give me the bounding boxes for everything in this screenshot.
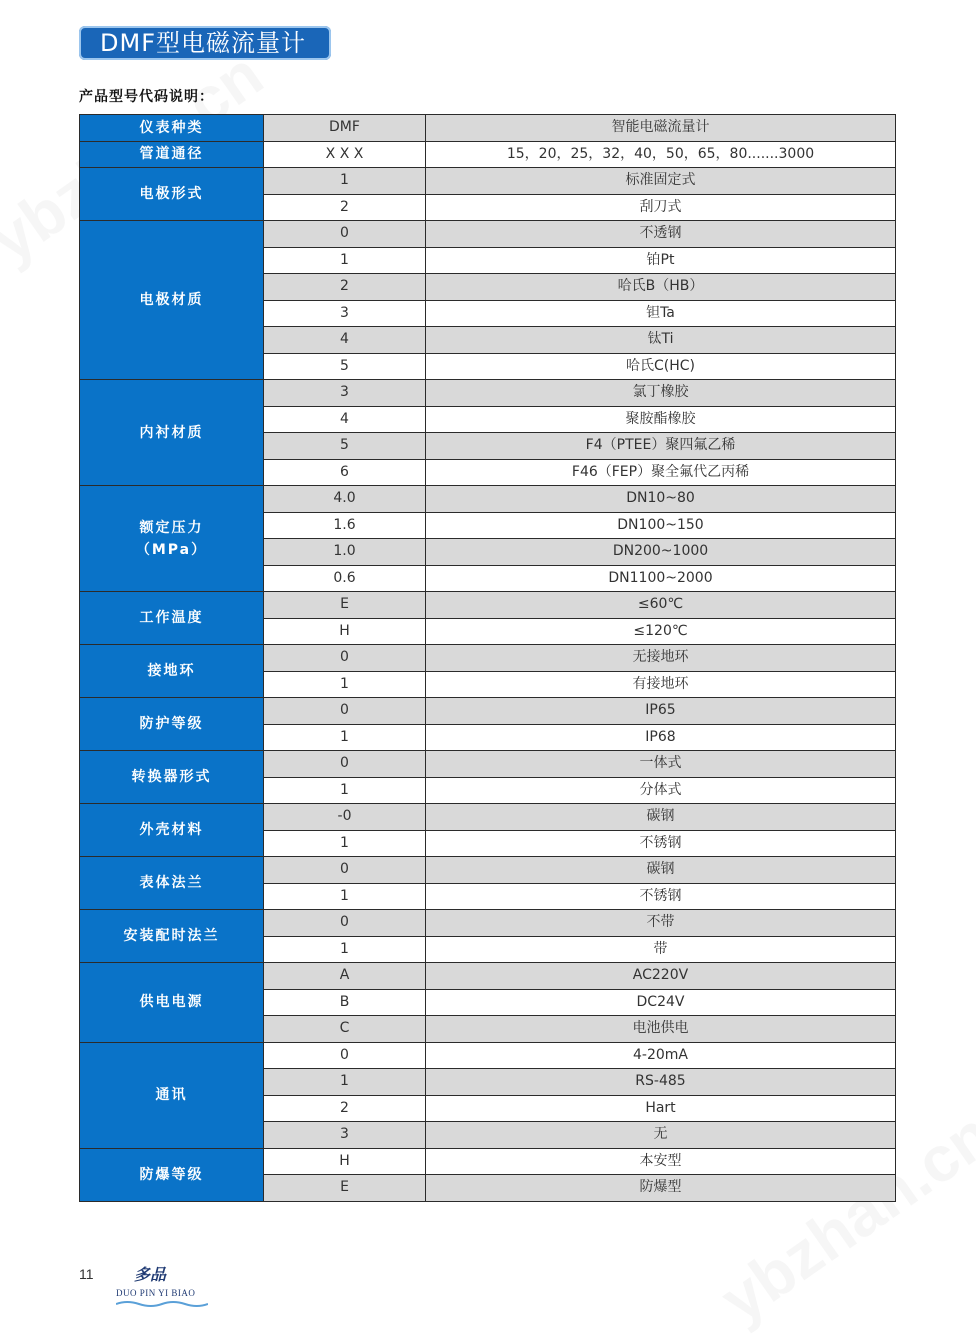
category-label: 电极材质 xyxy=(139,292,204,308)
page-number: 11 xyxy=(79,1266,94,1282)
description-cell: 不锈钢 xyxy=(426,883,896,910)
table-row xyxy=(80,804,896,831)
category-label: 表体法兰 xyxy=(139,875,204,891)
description-cell: 碳钢 xyxy=(426,804,896,831)
description-cell: DC24V xyxy=(426,989,896,1016)
table-row xyxy=(80,963,896,990)
code-cell: 0 xyxy=(264,698,426,725)
code-cell: 4.0 xyxy=(264,486,426,513)
code-cell: 3 xyxy=(264,300,426,327)
category-label: 仪表种类 xyxy=(139,119,204,136)
description-cell: 不透钢 xyxy=(426,221,896,248)
logo-mark: 多品 xyxy=(134,1265,167,1284)
description-cell: F46（FEP）聚全氟代乙丙稀 xyxy=(426,459,896,486)
description-cell: 无接地环 xyxy=(426,645,896,672)
description-cell: ≤60℃ xyxy=(426,592,896,619)
code-cell: 1 xyxy=(264,936,426,963)
description-cell: IP68 xyxy=(426,724,896,751)
description-cell: 本安型 xyxy=(426,1148,896,1175)
code-cell: 6 xyxy=(264,459,426,486)
code-cell: 5 xyxy=(264,353,426,380)
description-cell: 有接地环 xyxy=(426,671,896,698)
category-cell xyxy=(80,804,264,857)
category-cell xyxy=(80,115,264,142)
description-cell: DN1100~2000 xyxy=(426,565,896,592)
description-cell: 刮刀式 xyxy=(426,194,896,221)
table-row xyxy=(80,168,896,195)
code-cell: 3 xyxy=(264,1122,426,1149)
category-cell xyxy=(80,141,264,168)
code-cell: 1 xyxy=(264,671,426,698)
category-sublabel: （MPa） xyxy=(135,541,208,558)
description-cell: 一体式 xyxy=(426,751,896,778)
table-row xyxy=(80,380,896,407)
category-cell xyxy=(80,910,264,963)
table-row xyxy=(80,115,896,142)
category-label: 防护等级 xyxy=(139,716,204,732)
table-row xyxy=(80,486,896,513)
code-cell: 2 xyxy=(264,274,426,301)
code-cell: 2 xyxy=(264,194,426,221)
category-label: 防爆等级 xyxy=(139,1166,204,1183)
category-label: 电极形式 xyxy=(139,186,204,202)
model-code-table xyxy=(79,114,896,1202)
category-label: 管道通径 xyxy=(139,146,204,163)
code-cell: 5 xyxy=(264,433,426,460)
description-cell: ≤120℃ xyxy=(426,618,896,645)
code-cell: DMF xyxy=(264,115,426,142)
category-cell xyxy=(80,645,264,698)
table-row xyxy=(80,221,896,248)
code-cell: 0 xyxy=(264,645,426,672)
code-cell: X X X xyxy=(264,141,426,168)
title-banner xyxy=(79,26,331,60)
description-cell: 钽Ta xyxy=(426,300,896,327)
category-label: 通讯 xyxy=(155,1087,188,1103)
code-cell: H xyxy=(264,1148,426,1175)
description-cell: Hart xyxy=(426,1095,896,1122)
category-label: 安装配时法兰 xyxy=(123,928,220,944)
description-cell: RS-485 xyxy=(426,1069,896,1096)
category-cell xyxy=(80,221,264,380)
category-cell xyxy=(80,380,264,486)
code-cell: -0 xyxy=(264,804,426,831)
code-cell: C xyxy=(264,1016,426,1043)
description-cell: 无 xyxy=(426,1122,896,1149)
table-row xyxy=(80,141,896,168)
code-cell: 1 xyxy=(264,724,426,751)
description-cell: 15，20，25，32，40，50，65，80.......3000 xyxy=(426,141,896,168)
code-cell: 1 xyxy=(264,830,426,857)
table-row xyxy=(80,751,896,778)
category-cell xyxy=(80,1042,264,1148)
page-title: DMF型电磁流量计 xyxy=(100,29,306,57)
category-label: 额定压力 xyxy=(139,519,204,536)
code-cell: 0 xyxy=(264,857,426,884)
description-cell: 哈氏C(HC) xyxy=(426,353,896,380)
code-cell: 1 xyxy=(264,1069,426,1096)
code-cell: E xyxy=(264,592,426,619)
description-cell: 4-20mA xyxy=(426,1042,896,1069)
category-cell xyxy=(80,168,264,221)
logo-subtitle: DUO PIN YI BIAO xyxy=(116,1288,196,1298)
table-row xyxy=(80,698,896,725)
code-cell: 1 xyxy=(264,247,426,274)
description-cell: 氯丁橡胶 xyxy=(426,380,896,407)
code-cell: 0 xyxy=(264,910,426,937)
description-cell: 不带 xyxy=(426,910,896,937)
description-cell: DN10~80 xyxy=(426,486,896,513)
model-code-table-body xyxy=(80,115,896,1202)
description-cell: 分体式 xyxy=(426,777,896,804)
section-label: 产品型号代码说明： xyxy=(79,89,214,105)
code-cell: 0 xyxy=(264,1042,426,1069)
code-cell: 0.6 xyxy=(264,565,426,592)
category-label: 供电电源 xyxy=(139,994,204,1011)
category-cell xyxy=(80,1148,264,1201)
code-cell: 1.0 xyxy=(264,539,426,566)
description-cell: 防爆型 xyxy=(426,1175,896,1202)
description-cell: 电池供电 xyxy=(426,1016,896,1043)
category-label: 接地环 xyxy=(147,663,196,679)
table-row xyxy=(80,1148,896,1175)
code-cell: E xyxy=(264,1175,426,1202)
category-label: 外壳材料 xyxy=(139,822,204,838)
description-cell: 钛Ti xyxy=(426,327,896,354)
description-cell: AC220V xyxy=(426,963,896,990)
description-cell: IP65 xyxy=(426,698,896,725)
table-row xyxy=(80,857,896,884)
code-cell: 0 xyxy=(264,221,426,248)
table-row xyxy=(80,592,896,619)
logo-wave-icon xyxy=(116,1300,208,1308)
description-cell: 哈氏B（HB） xyxy=(426,274,896,301)
description-cell: 不锈钢 xyxy=(426,830,896,857)
description-cell: 标准固定式 xyxy=(426,168,896,195)
code-cell: 1 xyxy=(264,777,426,804)
table-row xyxy=(80,645,896,672)
description-cell: F4（PTEE）聚四氟乙稀 xyxy=(426,433,896,460)
category-label: 内衬材质 xyxy=(139,424,204,441)
category-cell xyxy=(80,486,264,592)
code-cell: 1 xyxy=(264,168,426,195)
code-cell: 2 xyxy=(264,1095,426,1122)
description-cell: DN200~1000 xyxy=(426,539,896,566)
code-cell: 4 xyxy=(264,327,426,354)
code-cell: 0 xyxy=(264,751,426,778)
table-row xyxy=(80,910,896,937)
table-row xyxy=(80,1042,896,1069)
code-cell: H xyxy=(264,618,426,645)
description-cell: 智能电磁流量计 xyxy=(426,115,896,142)
category-label: 转换器形式 xyxy=(131,769,212,785)
code-cell: 1.6 xyxy=(264,512,426,539)
description-cell: 碳钢 xyxy=(426,857,896,884)
description-cell: 聚胺酯橡胶 xyxy=(426,406,896,433)
category-cell xyxy=(80,698,264,751)
code-cell: A xyxy=(264,963,426,990)
description-cell: 带 xyxy=(426,936,896,963)
code-cell: 1 xyxy=(264,883,426,910)
description-cell: 铂Pt xyxy=(426,247,896,274)
description-cell: DN100~150 xyxy=(426,512,896,539)
code-cell: 4 xyxy=(264,406,426,433)
brand-logo xyxy=(116,1262,208,1308)
category-cell xyxy=(80,751,264,804)
category-cell xyxy=(80,963,264,1043)
category-label: 工作温度 xyxy=(139,610,204,626)
code-cell: 3 xyxy=(264,380,426,407)
code-cell: B xyxy=(264,989,426,1016)
category-cell xyxy=(80,857,264,910)
category-cell xyxy=(80,592,264,645)
